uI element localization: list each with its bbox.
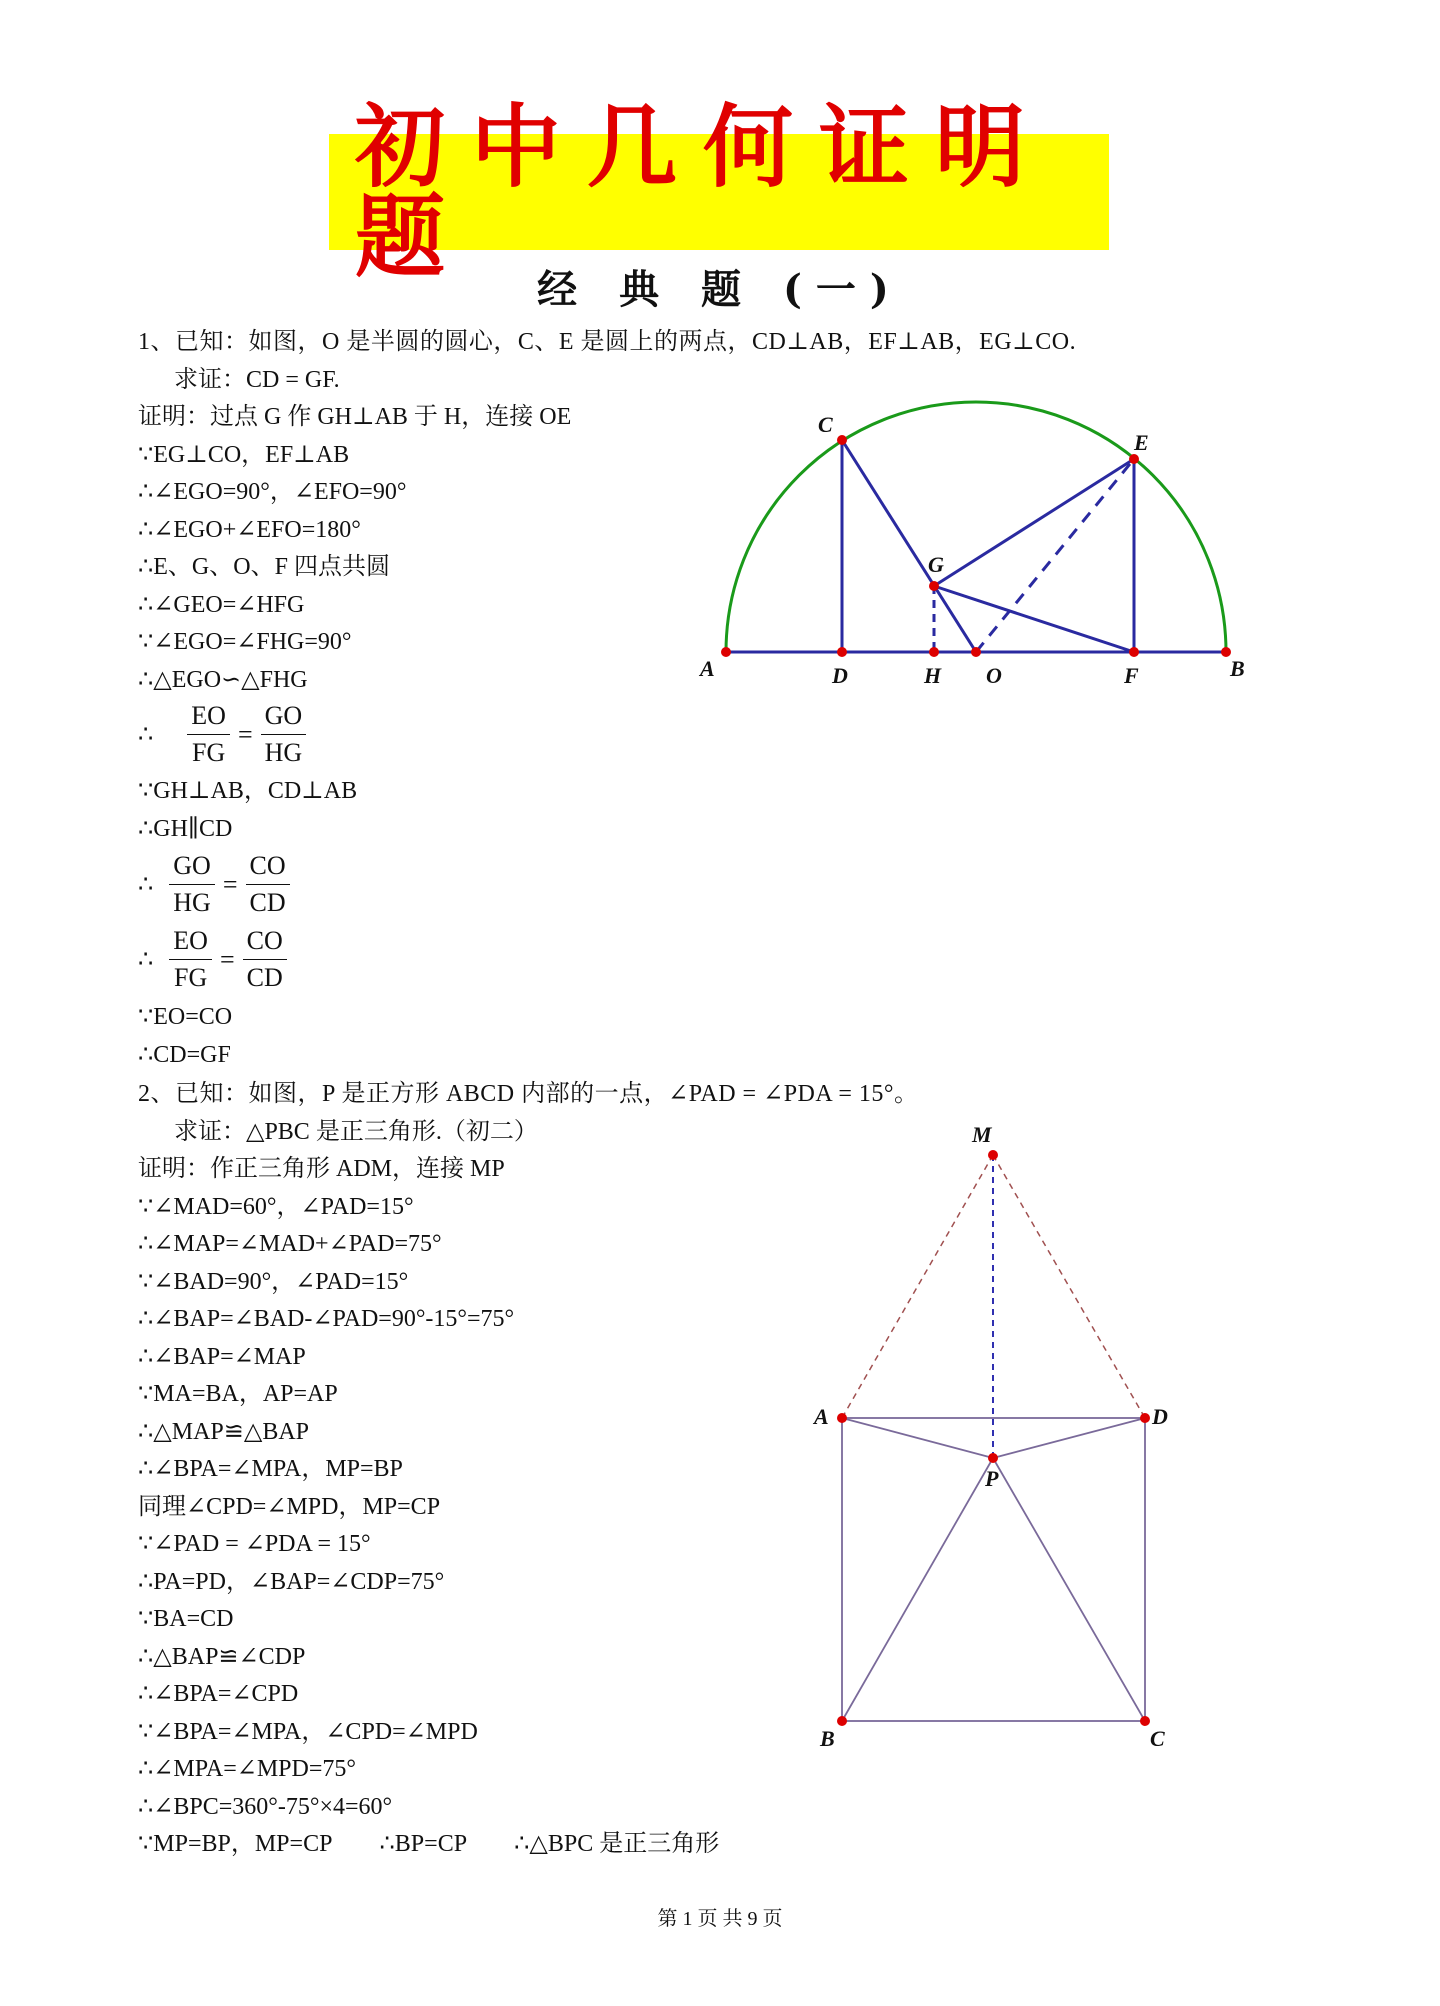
square-abcd xyxy=(842,1418,1145,1721)
point-b xyxy=(837,1716,847,1726)
therefore-symbol: ∴ xyxy=(138,722,154,748)
proof1-line: ∵GH⊥AB，CD⊥AB xyxy=(138,778,358,804)
proof2-line: ∴PA=PD，∠BAP=∠CDP=75° xyxy=(138,1569,445,1595)
label-p: P xyxy=(985,1466,999,1491)
proof2-line: ∴∠BPA=∠CPD xyxy=(138,1681,299,1707)
label-a: A xyxy=(814,1404,829,1429)
proof2-line: ∵∠BAD=90°，∠PAD=15° xyxy=(138,1269,409,1295)
problem1-statement: 1、已知：如图，O 是半圆的圆心，C、E 是圆上的两点，CD⊥AB，EF⊥AB，EG⊥CO. xyxy=(138,329,1077,355)
segment-ma-dashed xyxy=(842,1155,993,1418)
label-e: E xyxy=(1134,430,1149,455)
proof1-line: ∵EO=CO xyxy=(138,1004,233,1030)
label-h: H xyxy=(924,663,942,688)
denominator: HG xyxy=(264,738,303,767)
numerator: GO xyxy=(261,700,307,735)
label-d: D xyxy=(832,663,848,688)
proof2-line: ∵∠MAD=60°，∠PAD=15° xyxy=(138,1194,414,1220)
denominator: CD xyxy=(249,888,286,917)
numerator: EO xyxy=(169,925,212,960)
label-b: B xyxy=(1230,656,1245,681)
problem1-prove: 求证：CD = GF. xyxy=(174,367,340,393)
proof2-line: ∴△MAP≌△BAP xyxy=(138,1419,309,1445)
label-b: B xyxy=(820,1726,835,1751)
proof1-line: ∴∠GEO=∠HFG xyxy=(138,592,305,618)
point-d xyxy=(1140,1413,1150,1423)
label-c: C xyxy=(818,412,833,437)
proof1-line: ∴∠EGO=90°，∠EFO=90° xyxy=(138,479,407,505)
label-d: D xyxy=(1152,1404,1168,1429)
segment-pb xyxy=(842,1458,993,1721)
page-title: 初中几何证明题 xyxy=(355,94,1051,290)
segment-md-dashed xyxy=(993,1155,1145,1418)
proof2-line: ∴∠BAP=∠BAD-∠PAD=90°-15°=75° xyxy=(138,1306,515,1332)
label-f: F xyxy=(1124,663,1139,688)
denominator: FG xyxy=(173,963,208,992)
denominator: CD xyxy=(246,963,283,992)
label-c: C xyxy=(1150,1726,1165,1751)
proof2-line: 证明：作正三角形 ADM，连接 MP xyxy=(138,1156,505,1182)
proof2-line: ∵BA=CD xyxy=(138,1606,234,1632)
proof2-line: ∵MP=BP，MP=CP ∴BP=CP ∴△BPC 是正三角形 xyxy=(138,1831,720,1857)
label-g: G xyxy=(928,552,944,577)
problem2-statement: 2、已知：如图，P 是正方形 ABCD 内部的一点，∠PAD = ∠PDA = 15°。 xyxy=(138,1081,919,1107)
proof1-line: ∴∠EGO+∠EFO=180° xyxy=(138,517,361,543)
equals-sign: = xyxy=(237,719,253,749)
proof1-line: ∴△EGO∽△FHG xyxy=(138,667,308,693)
denominator: FG xyxy=(191,738,226,767)
proof2-line: 同理∠CPD=∠MPD，MP=CP xyxy=(138,1494,441,1520)
section-subtitle: 经 典 题 (一) xyxy=(537,266,903,313)
proof1-line: ∵∠EGO=∠FHG=90° xyxy=(138,629,352,655)
label-o: O xyxy=(986,663,1002,688)
label-a: A xyxy=(700,656,715,681)
proof2-line: ∴∠MPA=∠MPD=75° xyxy=(138,1756,356,1782)
equals-sign: = xyxy=(219,944,235,974)
numerator: EO xyxy=(187,700,230,735)
therefore-symbol: ∴ xyxy=(138,947,154,973)
proof1-line: ∴CD=GF xyxy=(138,1042,231,1068)
equals-sign: = xyxy=(222,869,238,899)
proof1-line: ∴E、G、O、F 四点共圆 xyxy=(138,554,390,580)
segment-pa xyxy=(842,1418,993,1458)
segment-pc xyxy=(993,1458,1145,1721)
page-footer: 第 1 页 共 9 页 xyxy=(657,1908,783,1930)
point-a xyxy=(837,1413,847,1423)
proof2-line: ∵MA=BA，AP=AP xyxy=(138,1381,338,1407)
numerator: CO xyxy=(246,850,290,885)
proof1-line: ∴GH∥CD xyxy=(138,816,233,842)
problem2-prove: 求证：△PBC 是正三角形.（初二） xyxy=(174,1119,538,1145)
proof2-line: ∴△BAP≌∠CDP xyxy=(138,1644,306,1670)
proof2-line: ∵∠BPA=∠MPA，∠CPD=∠MPD xyxy=(138,1719,478,1745)
point-p xyxy=(988,1453,998,1463)
proof2-line: ∴∠BAP=∠MAP xyxy=(138,1344,306,1370)
segment-pd xyxy=(993,1418,1145,1458)
numerator: CO xyxy=(243,925,287,960)
proof1-line: 证明：过点 G 作 GH⊥AB 于 H，连接 OE xyxy=(138,404,572,430)
denominator: HG xyxy=(173,888,211,917)
numerator: GO xyxy=(169,850,215,885)
point-c xyxy=(1140,1716,1150,1726)
point-m xyxy=(988,1150,998,1160)
proof2-line: ∴∠MAP=∠MAD+∠PAD=75° xyxy=(138,1231,442,1257)
proof1-line: ∵EG⊥CO，EF⊥AB xyxy=(138,442,350,468)
label-m: M xyxy=(972,1122,992,1147)
therefore-symbol: ∴ xyxy=(138,872,154,898)
proof2-line: ∴∠BPC=360°-75°×4=60° xyxy=(138,1794,393,1820)
proof2-line: ∵∠PAD = ∠PDA = 15° xyxy=(138,1531,371,1557)
proof2-line: ∴∠BPA=∠MPA，MP=BP xyxy=(138,1456,403,1482)
